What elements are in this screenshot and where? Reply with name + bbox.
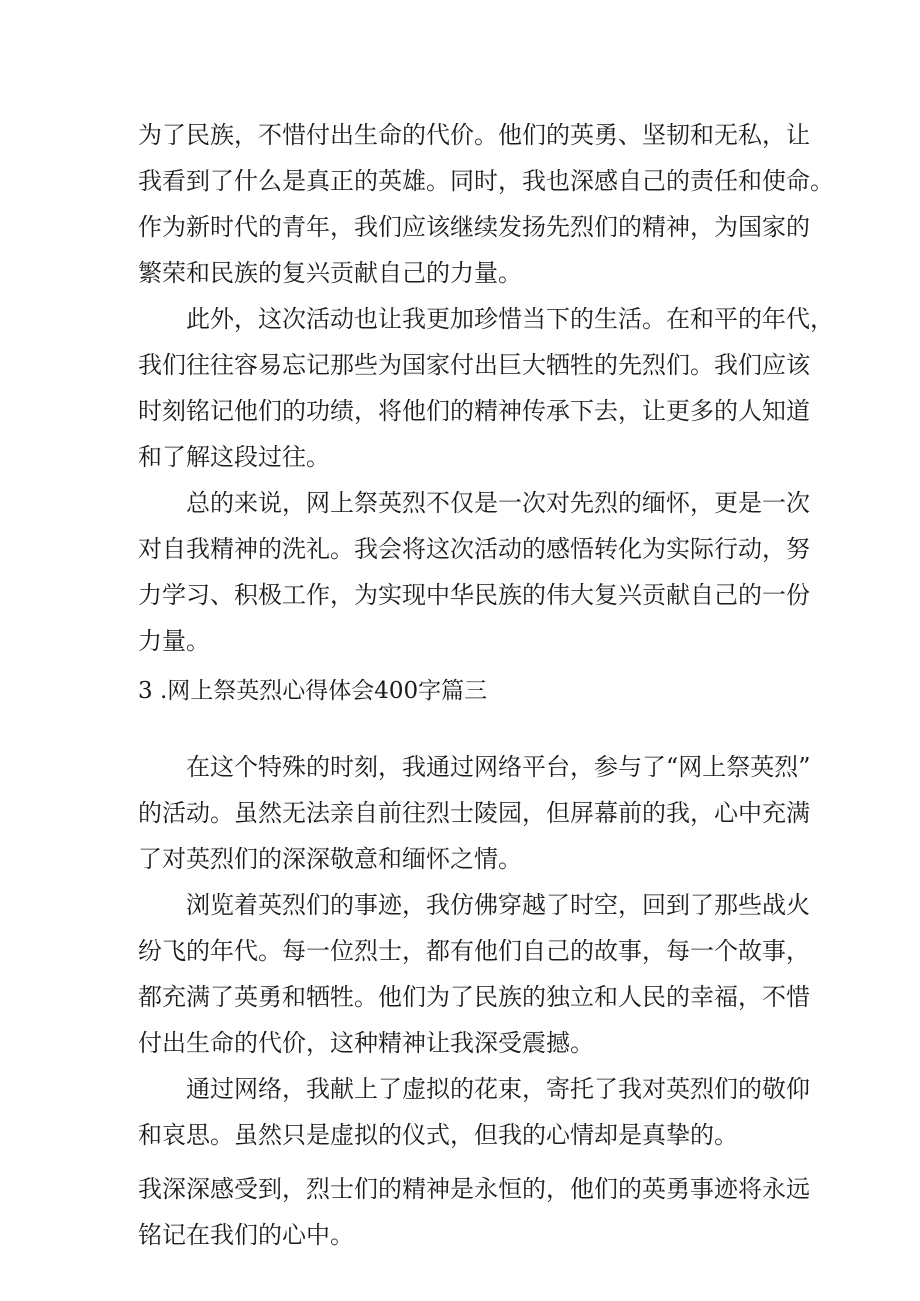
paragraph — [138, 296, 834, 480]
text-line: 此外，这次活动也让我更加珍惜当下的生活。在和平的年代， — [186, 305, 834, 333]
text-line: 我深深感受到，烈士们的精神是永恒的，他们的英勇事迹将永远 — [138, 1175, 810, 1203]
text-line: 作为新时代的青年，我们应该继续发扬先烈们的精神，为国家的 — [138, 213, 810, 241]
section-heading: 3 .网上祭英烈心得体会400字篇三 — [138, 678, 488, 704]
text-line: 对自我精神的洗礼。我会将这次活动的感悟转化为实际行动，努 — [138, 535, 810, 563]
paragraph — [138, 1066, 810, 1158]
text-line: 繁荣和民族的复兴贡献自己的力量。 — [138, 259, 522, 287]
text-line: 铭记在我们的心中。 — [138, 1221, 354, 1249]
text-line: 都充满了英勇和牺牲。他们为了民族的独立和人民的幸福，不惜 — [138, 983, 810, 1011]
text-line: 的活动。虽然无法亲自前往烈士陵园，但屏幕前的我，心中充满 — [138, 799, 810, 827]
text-line: 付出生命的代价，这种精神让我深受震撼。 — [138, 1029, 594, 1057]
text-line: 通过网络，我献上了虚拟的花束，寄托了我对英烈们的敬仰 — [186, 1075, 810, 1103]
text-line: 浏览着英烈们的事迹，我仿佛穿越了时空，回到了那些战火 — [186, 891, 810, 919]
text-line: 和了解这段过往。 — [138, 443, 330, 471]
text-line: 在这个特殊的时刻，我通过网络平台，参与了“网上祭英烈” — [186, 753, 811, 781]
text-line: 为了民族，不惜付出生命的代价。他们的英勇、坚韧和无私，让 — [138, 121, 810, 149]
text-line: 了对英烈们的深深敬意和缅怀之情。 — [138, 845, 522, 873]
text-line: 力量。 — [138, 627, 210, 655]
text-line: 总的来说，网上祭英烈不仅是一次对先烈的缅怀，更是一次 — [186, 489, 810, 517]
paragraph — [138, 744, 811, 882]
text-line: 我们往往容易忘记那些为国家付出巨大牺牲的先烈们。我们应该 — [138, 351, 810, 379]
paragraph-continuation — [138, 112, 834, 296]
text-line: 时刻铭记他们的功绩，将他们的精神传承下去，让更多的人知道 — [138, 397, 810, 425]
document-body — [138, 112, 834, 1258]
paragraph — [138, 882, 810, 1066]
paragraph — [138, 480, 810, 664]
paragraph — [138, 1166, 810, 1258]
text-line: 和哀思。虽然只是虚拟的仪式，但我的心情却是真挚的。 — [138, 1121, 738, 1149]
text-line: 力学习、积极工作，为实现中华民族的伟大复兴贡献自己的一份 — [138, 581, 810, 609]
text-line: 我看到了什么是真正的英雄。同时，我也深感自己的责任和使命。 — [138, 167, 834, 195]
text-line: 纷飞的年代。每一位烈士，都有他们自己的故事，每一个故事， — [138, 937, 810, 965]
